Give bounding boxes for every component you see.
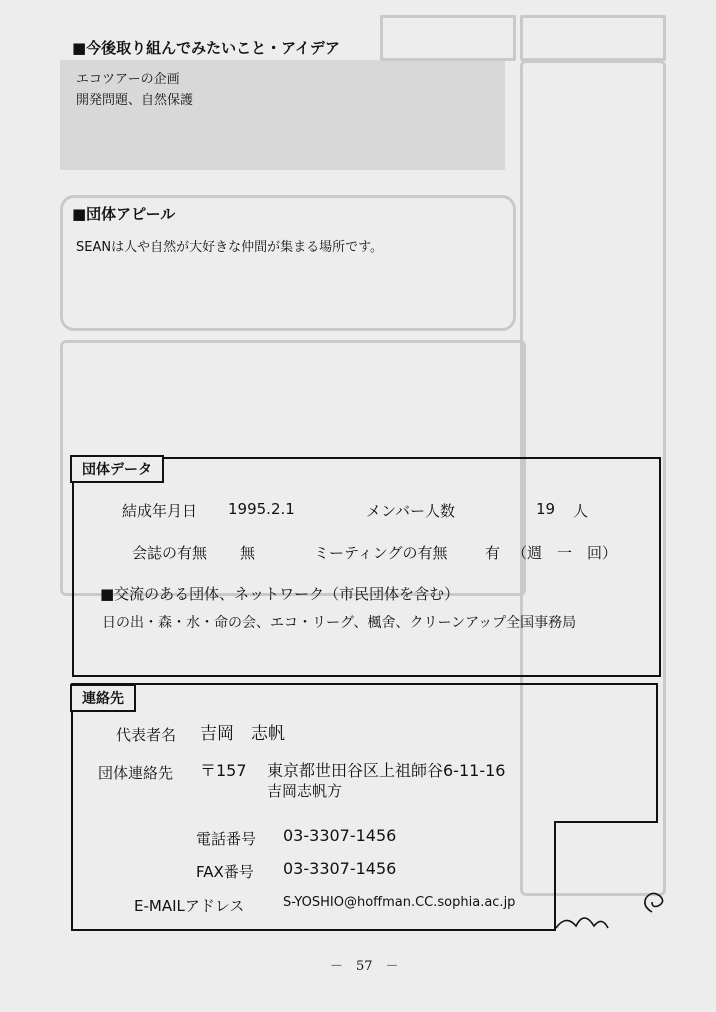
group-data-tab: 団体データ — [70, 455, 164, 483]
email-label: E-MAILアドレス — [134, 897, 245, 915]
address-label: 団体連絡先 — [98, 764, 174, 782]
ideas-line-1: エコツアーの企画 — [76, 72, 180, 87]
bulletin-value: 無 — [240, 544, 256, 562]
network-heading: ■交流のある団体、ネットワーク（市民団体を含む） — [100, 585, 460, 603]
fax-value: 03-3307-1456 — [283, 859, 397, 878]
meeting-label: ミーティングの有無 — [314, 544, 448, 562]
members-label: メンバー人数 — [366, 502, 455, 520]
meeting-value: 有 — [485, 544, 501, 562]
address-line-2: 吉岡志帆方 — [267, 782, 343, 800]
meeting-frequency: （週 一 回） — [512, 544, 618, 562]
curl-ornament-icon — [556, 918, 608, 928]
zip-code: 〒157 — [200, 761, 247, 780]
members-value: 19 — [536, 500, 556, 518]
fax-label: FAX番号 — [196, 863, 254, 881]
contact-tab: 連絡先 — [70, 684, 136, 712]
tel-value: 03-3307-1456 — [283, 826, 397, 845]
ideas-heading: ■今後取り組んでみたいこと・アイデア — [72, 39, 340, 57]
founded-label: 結成年月日 — [122, 502, 198, 520]
bulletin-label: 会誌の有無 — [132, 544, 208, 562]
rep-value: 吉岡 志帆 — [200, 724, 285, 744]
tel-label: 電話番号 — [196, 830, 257, 848]
rep-label: 代表者名 — [116, 726, 177, 744]
appeal-heading: ■団体アピール — [72, 205, 176, 223]
members-unit: 人 — [573, 502, 589, 520]
network-text: 日の出・森・水・命の会、エコ・リーグ、楓舍、クリーンアップ全国事務局 — [102, 615, 577, 631]
email-value: S-YOSHIO@hoffman.CC.sophia.ac.jp — [283, 895, 516, 910]
swirl-ornament-icon — [645, 893, 663, 912]
page-number: － 57 － — [330, 959, 399, 974]
appeal-text: SEANは人や自然が大好きな仲間が集まる場所です。 — [76, 240, 384, 255]
founded-value: 1995.2.1 — [228, 500, 295, 518]
ideas-line-2: 開発問題、自然保護 — [76, 93, 194, 108]
address-line-1: 東京都世田谷区上祖師谷6-11-16 — [267, 761, 506, 780]
